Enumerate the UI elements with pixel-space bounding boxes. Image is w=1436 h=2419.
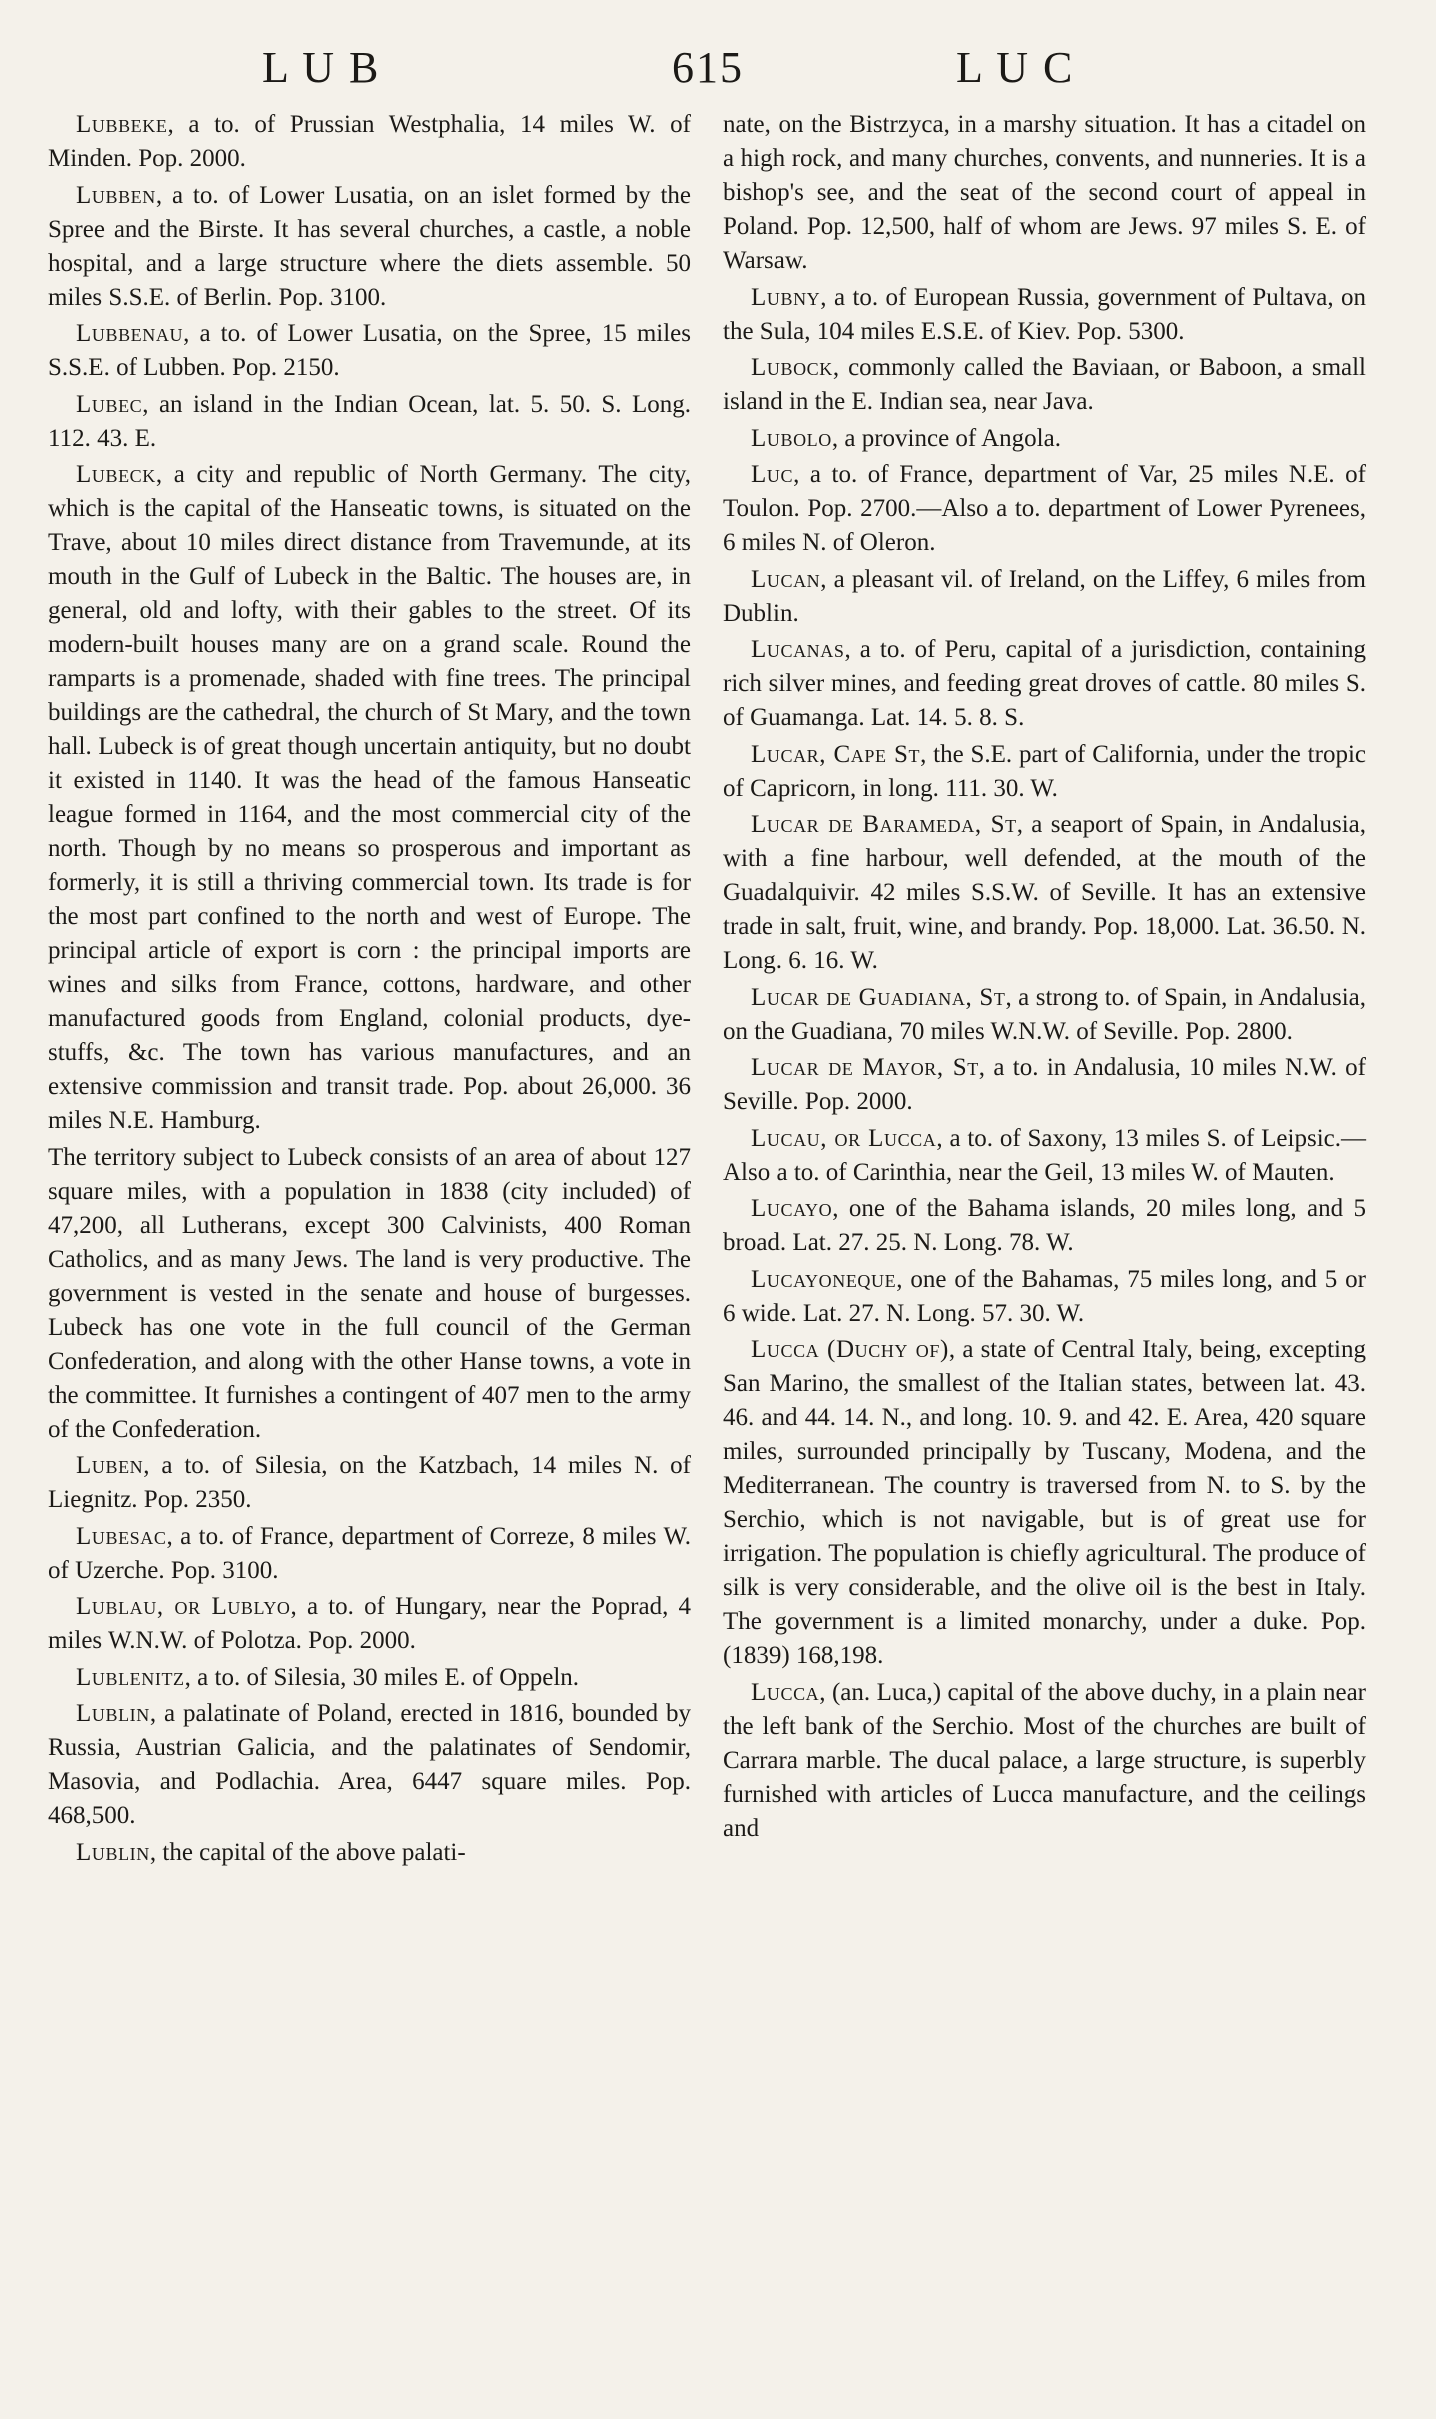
entry-headword: Lubock <box>751 354 833 381</box>
gazetteer-entry <box>723 1192 1366 1260</box>
entry-text: , the capital of the above palati- <box>149 1838 466 1866</box>
entry-headword: Lucca (Duchy of) <box>751 1336 949 1363</box>
entry-text: , a strong to. of Spain, in Andalusia, on the Guadiana, 70 miles W.N.W. of Seville. Pop. 2800. <box>723 983 1366 1045</box>
entry-headword: Lublin <box>76 1700 150 1727</box>
entry-headword: Lucan <box>751 565 821 593</box>
entry-headword: Lublau, or Lublyo <box>76 1593 291 1620</box>
entry-text: The territory subject to Lubeck consists of an area of about 127 square miles, with a population in 1838 (city included) of 47,200, all Lutherans, except 300 Calvinists, 400 Roman Catholics, and as many Jews. The land is very productive. The government is vested in the senate and house of burgesses. Lubeck has one vote in the full council of the German Confederation, and along with the other Hanse towns, a vote in the committee. It furnishes a contingent of 407 men to the army of the Confederation. <box>48 1143 691 1443</box>
entry-text: , an island in the Indian Ocean, lat. 5. 50. S. Long. 112. 43. E. <box>48 390 691 452</box>
gazetteer-entry <box>48 388 691 456</box>
entry-headword: Lubolo <box>751 424 832 452</box>
entry-text: , a to. of Lower Lusatia, on an islet formed by the Spree and the Birste. It has several churches, a castle, a noble hospital, and a large structure where the diets assemble. 50 miles S.S.E. of Berlin. Pop. 3100. <box>48 181 691 311</box>
gazetteer-entry <box>48 1836 691 1870</box>
gazetteer-entry <box>48 1697 691 1833</box>
entry-headword: Lucayo <box>751 1195 833 1222</box>
entry-headword: Lucar de Barameda, St <box>751 811 1017 838</box>
entry-headword: Lublenitz <box>76 1663 185 1691</box>
gazetteer-entry <box>723 1676 1366 1846</box>
entry-headword: Lubeck <box>76 461 156 488</box>
gazetteer-entry <box>48 179 691 315</box>
entry-text: , a to. of European Russia, government of Pultava, on the Sula, 104 miles E.S.E. of Kiev. Pop. 5300. <box>723 283 1366 345</box>
gazetteer-entry <box>723 351 1366 419</box>
entry-text: , a seaport of Spain, in Andalusia, with a fine harbour, well defended, at the mouth of the Guadalquivir. 42 miles S.S.W. of Seville. It has an extensive trade in salt, fruit, wine, and brandy. Pop. 18,000. Lat. 36.50. N. Long. 6. 16. W. <box>723 811 1366 974</box>
entry-text: , a to. of Silesia, 30 miles E. of Oppeln. <box>184 1663 580 1691</box>
gazetteer-entry <box>723 422 1366 456</box>
left-column <box>48 108 691 1872</box>
entry-headword: Lucau, or Lucca <box>751 1124 937 1152</box>
gazetteer-entry <box>48 1661 691 1695</box>
entry-headword: Lubben <box>76 181 156 209</box>
entry-text: , commonly called the Baviaan, or Baboon, a small island in the E. Indian sea, near Java. <box>723 354 1366 415</box>
page-number: 615 <box>672 43 744 92</box>
entry-text: nate, on the Bistrzyca, in a marshy situation. It has a citadel on a high rock, and many churches, convents, and nunneries. It is a bishop's see, and the seat of the second court of appeal in Poland. Pop. 12,500, half of whom are Jews. 97 miles S. E. of Warsaw. <box>723 111 1366 274</box>
entry-headword: Lubbenau <box>76 320 184 347</box>
entry-headword: Lucar de Mayor, St <box>751 1054 979 1081</box>
entry-headword: Lucayoneque <box>751 1265 897 1293</box>
entry-text: , a to. of Prussian Westphalia, 14 miles W. of Minden. Pop. 2000. <box>48 111 691 172</box>
gazetteer-entry <box>723 458 1366 560</box>
entry-text: , a province of Angola. <box>831 424 1061 452</box>
entry-text: , a to. of France, department of Correze, 8 miles W. of Uzerche. Pop. 3100. <box>48 1522 691 1584</box>
gazetteer-entry <box>723 563 1366 631</box>
gazetteer-entry <box>48 1590 691 1658</box>
gazetteer-entry <box>48 1141 691 1447</box>
entry-headword: Lubny <box>751 283 821 311</box>
entry-text: , a to. in Andalusia, 10 miles N.W. of Seville. Pop. 2000. <box>723 1054 1366 1115</box>
entry-headword: Lucanas <box>751 636 845 663</box>
entry-headword: Lucca <box>751 1678 820 1706</box>
gazetteer-entry <box>48 317 691 385</box>
entry-headword: Lucar de Guadiana, St <box>751 983 1006 1011</box>
gazetteer-entry <box>723 1333 1366 1673</box>
entry-text: , a to. of Hungary, near the Poprad, 4 miles W.N.W. of Polotza. Pop. 2000. <box>48 1593 691 1654</box>
right-column <box>723 108 1366 1848</box>
gazetteer-entry <box>48 1520 691 1588</box>
entry-text: , one of the Bahamas, 75 miles long, and 5 or 6 wide. Lat. 27. N. Long. 57. 30. W. <box>723 1265 1366 1327</box>
entry-text: , a state of Central Italy, being, excepting San Marino, the smallest of the Italian states, between lat. 43. 46. and 44. 14. N., and long. 10. 9. and 42. E. Area, 420 square miles, surrounded principally by Tuscany, Modena, and the Mediterranean. The country is traversed from N. to S. by the Serchio, which is not navigable, but is of great use for irrigation. The population is chiefly agricultural. The produce of silk is very considerable, and the olive oil is the best in Italy. The government is a limited monarchy, under a duke. Pop. (1839) 168,198. <box>723 1336 1366 1669</box>
gazetteer-entry <box>723 1051 1366 1119</box>
entry-text: , a city and republic of North Germany. The city, which is the capital of the Hanseatic towns, is situated on the Trave, about 10 miles direct distance from Travemunde, at its mouth in the Gulf of Lubeck in the Baltic. The houses are, in general, old and lofty, with their gables to the street. Of its modern-built houses many are on a grand scale. Round the ramparts is a promenade, shaded with fine trees. The principal buildings are the cathedral, the church of St Mary, and the town hall. Lubeck is of great though uncertain antiquity, but no doubt it existed in 1140. It was the head of the famous Hanseatic league formed in 1164, and the most commercial city of the north. Though by no means so prosperous and important as formerly, it is still a thriving commercial town. Its trade is for the most part confined to the north and west of Europe. The principal article of export is corn : the principal imports are wines and silks from France, cottons, hardware, and other manufactured goods from England, colonial products, dye-stuffs, &c. The town has various manufactures, and an extensive commission and transit trade. Pop. about 26,000. 36 miles N.E. Hamburg. <box>48 461 691 1134</box>
entry-headword: Lubesac <box>76 1522 167 1550</box>
gazetteer-entry <box>723 981 1366 1049</box>
entry-text: , a to. of Lower Lusatia, on the Spree, 15 miles S.S.E. of Lubben. Pop. 2150. <box>48 320 691 381</box>
header-left-guide: L U B <box>262 43 381 92</box>
gazetteer-entry <box>723 108 1366 278</box>
running-header <box>0 42 1436 102</box>
entry-text: , a to. of Saxony, 13 miles S. of Leipsic.—Also a to. of Carinthia, near the Geil, 13 miles W. of Mauten. <box>723 1124 1366 1186</box>
entry-headword: Lubbeke <box>76 111 168 138</box>
entry-text: , a pleasant vil. of Ireland, on the Liffey, 6 miles from Dublin. <box>723 565 1366 627</box>
entry-text: , (an. Luca,) capital of the above duchy, in a plain near the left bank of the Serchio. Most of the churches are built of Carrara marble. The ducal palace, a large structure, is superbly furnished with articles of Lucca manufacture, and the ceilings and <box>723 1678 1366 1842</box>
header-right-guide: L U C <box>956 43 1075 92</box>
entry-text: , one of the Bahama islands, 20 miles long, and 5 broad. Lat. 27. 25. N. Long. 78. W. <box>723 1195 1366 1256</box>
entry-headword: Lublin <box>76 1838 150 1866</box>
entry-text: , a to. of France, department of Var, 25 miles N.E. of Toulon. Pop. 2700.—Also a to. department of Lower Pyrenees, 6 miles N. of Oleron. <box>723 461 1366 556</box>
entry-headword: Luben <box>76 1452 144 1479</box>
gazetteer-entry <box>48 1449 691 1517</box>
gazetteer-entry <box>723 281 1366 349</box>
gazetteer-entry <box>723 808 1366 978</box>
entry-headword: Lubec <box>76 390 143 418</box>
entry-headword: Luc <box>751 461 794 488</box>
gazetteer-entry <box>48 458 691 1138</box>
entry-headword: Lucar, Cape St <box>751 740 921 768</box>
entry-text: , a to. of Peru, capital of a jurisdiction, containing rich silver mines, and feeding great droves of cattle. 80 miles S. of Guamanga. Lat. 14. 5. 8. S. <box>723 636 1366 731</box>
entry-text: , a to. of Silesia, on the Katzbach, 14 miles N. of Liegnitz. Pop. 2350. <box>48 1452 691 1513</box>
gazetteer-entry <box>723 1122 1366 1190</box>
gazetteer-entry <box>723 738 1366 806</box>
entry-text: , a palatinate of Poland, erected in 1816, bounded by Russia, Austrian Galicia, and the palatinates of Sendomir, Masovia, and Podlachia. Area, 6447 square miles. Pop. 468,500. <box>48 1700 691 1829</box>
gazetteer-entry <box>48 108 691 176</box>
entry-text: , the S.E. part of California, under the tropic of Capricorn, in long. 111. 30. W. <box>723 740 1366 802</box>
gazetteer-entry <box>723 1263 1366 1331</box>
gazetteer-entry <box>723 633 1366 735</box>
